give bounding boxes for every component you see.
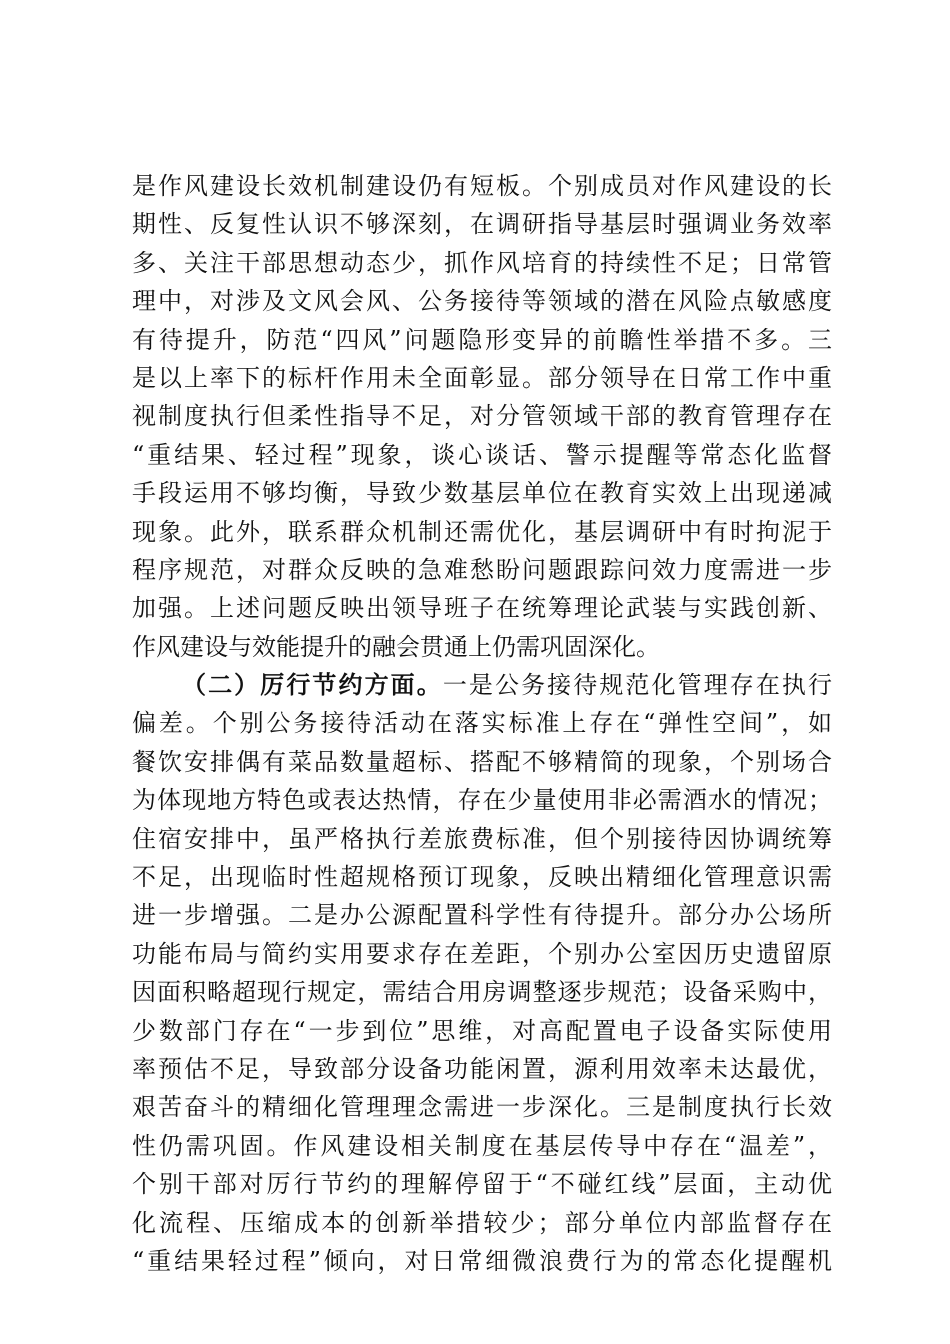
text-line: 多、关注干部思想动态少，抓作风培育的持续性不足；日常管 bbox=[132, 248, 832, 277]
text-line: 少数部门存在“一步到位”思维，对高配置电子设备实际使用 bbox=[132, 1016, 832, 1045]
text-line: 艰苦奋斗的精细化管理理念需进一步深化。三是制度执行长效 bbox=[132, 1093, 832, 1122]
text-line: 是以上率下的标杆作用未全面彰显。部分领导在日常工作中重 bbox=[132, 363, 832, 392]
text-line: 进一步增强。二是办公源配置科学性有待提升。部分办公场所 bbox=[132, 901, 832, 930]
text-fragment: 一是公务接待规范化管理存在执行 bbox=[442, 671, 833, 700]
text-line: 加强。上述问题反映出领导班子在统筹理论武装与实践创新、 bbox=[132, 594, 832, 623]
text-line: 率预估不足，导致部分设备功能闲置，源利用效率未达最优， bbox=[132, 1054, 832, 1083]
text-line: 个别干部对厉行节约的理解停留于“不碰红线”层面，主动优 bbox=[132, 1170, 832, 1199]
text-line: 视制度执行但柔性指导不足，对分管领域干部的教育管理存在 bbox=[132, 402, 832, 431]
text-line: 理中，对涉及文风会风、公务接待等领域的潜在风险点敏感度 bbox=[132, 287, 832, 316]
section-heading: （二）厉行节约方面。 bbox=[182, 670, 443, 700]
text-line: 因面积略超现行规定，需结合用房调整逐步规范；设备采购中， bbox=[132, 978, 832, 1007]
section-heading-line bbox=[132, 666, 832, 704]
document-body bbox=[132, 167, 832, 1280]
text-line: 为体现地方特色或表达热情，存在少量使用非必需酒水的情况； bbox=[132, 786, 832, 815]
text-line: 手段运用不够均衡，导致少数基层单位在教育实效上出现递减 bbox=[132, 479, 832, 508]
text-line: 不足，出现临时性超规格预订现象，反映出精细化管理意识需 bbox=[132, 863, 832, 892]
paragraph-frugality bbox=[132, 666, 832, 1280]
paragraph-work-style bbox=[132, 167, 832, 666]
text-line: 是作风建设长效机制建设仍有短板。个别成员对作风建设的长 bbox=[132, 172, 832, 200]
text-line: 性仍需巩固。作风建设相关制度在基层传导中存在“温差”， bbox=[132, 1131, 832, 1160]
text-line: 偏差。个别公务接待活动在落实标准上存在“弹性空间”，如 bbox=[132, 709, 832, 738]
text-line: 期性、反复性认识不够深刻，在调研指导基层时强调业务效率 bbox=[132, 210, 832, 239]
text-line: 作风建设与效能提升的融会贯通上仍需巩固深化。 bbox=[132, 632, 660, 661]
text-line: 现象。此外，联系群众机制还需优化，基层调研中有时拘泥于 bbox=[132, 517, 832, 546]
text-line: 有待提升，防范“四风”问题隐形变异的前瞻性举措不多。三 bbox=[132, 325, 832, 354]
text-line: “重结果轻过程”倾向，对日常细微浪费行为的常态化提醒机 bbox=[132, 1246, 832, 1275]
text-line: 餐饮安排偶有菜品数量超标、搭配不够精简的现象，个别场合 bbox=[132, 747, 832, 776]
text-line: 功能布局与简约实用要求存在差距，个别办公室因历史遗留原 bbox=[132, 939, 832, 968]
text-line: 化流程、压缩成本的创新举措较少；部分单位内部监督存在 bbox=[132, 1208, 832, 1237]
text-line: “重结果、轻过程”现象，谈心谈话、警示提醒等常态化监督 bbox=[132, 440, 832, 469]
text-line: 程序规范，对群众反映的急难愁盼问题跟踪问效力度需进一步 bbox=[132, 555, 832, 584]
text-line: 住宿安排中，虽严格执行差旅费标准，但个别接待因协调统筹 bbox=[132, 824, 832, 853]
